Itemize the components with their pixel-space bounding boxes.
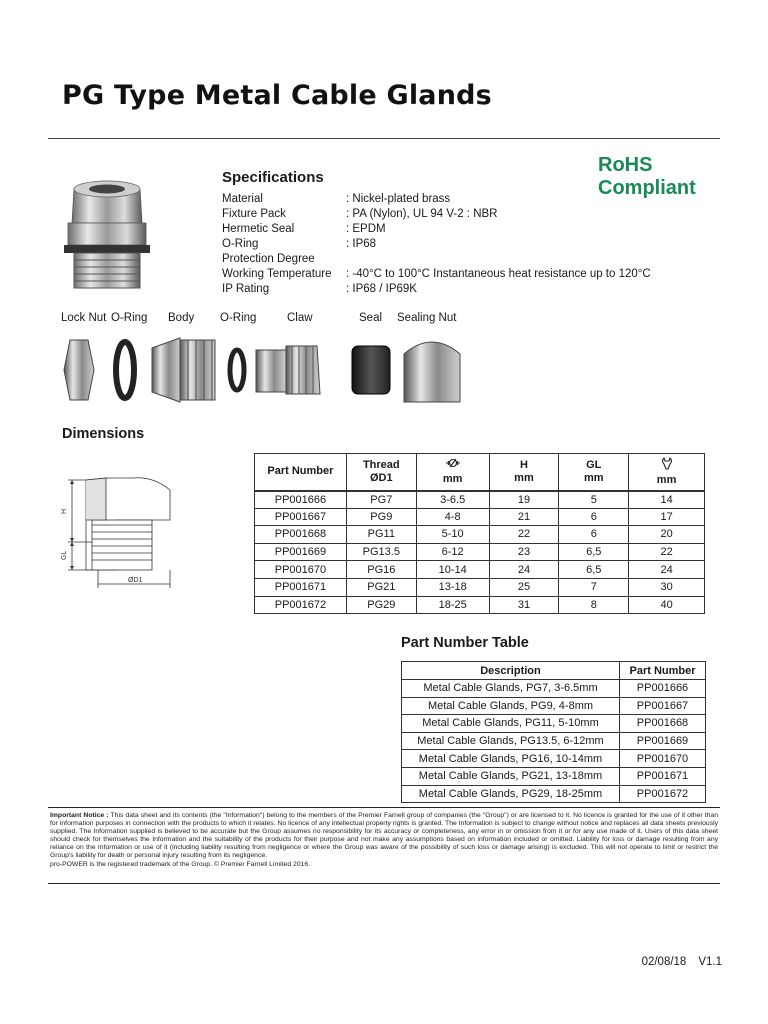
spec-row — [222, 282, 651, 297]
footer-date: 02/08/18 — [641, 956, 687, 968]
lock-nut-part — [64, 340, 94, 400]
column-header-description: Description — [402, 662, 620, 680]
spec-value: : Nickel-plated brass — [346, 193, 451, 205]
title-divider — [48, 138, 720, 139]
specifications-list — [222, 192, 651, 297]
spec-row — [222, 207, 651, 222]
component-label: Body — [168, 312, 195, 324]
column-header-part-number: Part Number — [620, 662, 706, 680]
spec-value: : IP68 / IP69K — [346, 283, 417, 295]
gl-label: GL — [61, 550, 68, 560]
table-row: PP001671 PG21 13-18 25 7 30 — [255, 578, 705, 596]
component-label: Claw — [287, 312, 313, 324]
table-row: Metal Cable Glands, PG7, 3-6.5mm PP001666 — [402, 680, 706, 698]
body-part — [152, 338, 215, 402]
o-ring-part — [116, 342, 134, 398]
spec-label: Material — [222, 193, 263, 205]
clamping-range-icon — [445, 457, 461, 469]
column-header-thread: Thread ØD1 — [346, 454, 416, 491]
spec-row — [222, 192, 651, 207]
table-row: PP001670 PG16 10-14 24 6,5 24 — [255, 561, 705, 579]
table-row: PP001666 PG7 3-6.5 19 5 14 — [255, 491, 705, 509]
important-notice — [48, 807, 720, 884]
table-row: PP001672 PG29 18-25 31 8 40 — [255, 596, 705, 614]
spec-row — [222, 222, 651, 237]
rohs-compliant-badge — [598, 154, 696, 200]
table-row: Metal Cable Glands, PG13.5, 6-12mm PP001669 — [402, 732, 706, 750]
component-label: Sealing Nut — [397, 312, 457, 324]
spec-label: Fixture Pack — [222, 208, 286, 220]
table-header-row — [255, 454, 705, 491]
column-header-clamping-range: mm — [416, 454, 489, 491]
table-row: Metal Cable Glands, PG16, 10-14mm PP001670 — [402, 750, 706, 768]
spec-row — [222, 237, 651, 252]
component-label: Seal — [359, 312, 383, 324]
rohs-line: RoHS — [598, 154, 653, 176]
spec-label: Protection Degree — [222, 253, 315, 265]
dimensions-heading: Dimensions — [62, 426, 145, 442]
spec-label: Hermetic Seal — [222, 223, 295, 235]
table-row: Metal Cable Glands, PG29, 18-25mm PP001672 — [402, 785, 706, 803]
spec-value: : EPDM — [346, 223, 386, 235]
table-row: PP001668 PG11 5-10 22 6 20 — [255, 526, 705, 544]
component-label: O-Ring — [111, 312, 148, 324]
footer — [642, 956, 722, 968]
wrench-icon — [660, 457, 674, 470]
spec-value: : IP68 — [346, 238, 377, 250]
compliant-line: Compliant — [598, 177, 696, 199]
cable-gland-product-image — [52, 175, 162, 297]
column-header-gl: GL mm — [559, 454, 629, 491]
table-row: Metal Cable Glands, PG21, 13-18mm PP001671 — [402, 767, 706, 785]
notice-text: This data sheet and its contents (the "Information") belong to the members of the Premier Farnell group of companies (the "Group") or are licensed to it. No licence is granted for the use of it other than for information purposes in connection with the products to which it relates. No licence of any intellectual property rights is granted. The Information is subject to change without notice and replaces all data sheets previously supplied. The Information supplied is believed to be accurate but the Group assumes no responsibility for its accuracy or completeness, any error in or omission from it or for any use made of it. Users of this data sheet should check for themselves the Information and the suitability of the products for their purpose and not make any assumptions based on information included or omitted. Liability for loss or damage resulting from any reliance on the Information or use of it (including liability resulting from negligence or where the Group was aware of the possibility of such loss or damage arising) is excluded. This will not operate to limit or restrict the Group's liability for death or personal injury resulting from its negligence. — [50, 812, 718, 860]
column-header-h: H mm — [489, 454, 559, 491]
spec-label: IP Rating — [222, 283, 270, 295]
table-row: PP001669 PG13.5 6-12 23 6,5 22 — [255, 543, 705, 561]
dimension-drawing — [58, 470, 198, 596]
part-number-table — [401, 661, 706, 803]
d1-label: ØD1 — [128, 577, 143, 584]
table-row: Metal Cable Glands, PG11, 5-10mm PP001668 — [402, 715, 706, 733]
component-label: O-Ring — [220, 312, 257, 324]
spec-label: Working Temperature — [222, 268, 332, 280]
specifications-heading: Specifications — [222, 169, 324, 186]
spec-row — [222, 267, 651, 282]
footer-version: V1.1 — [698, 956, 722, 968]
table-row: Metal Cable Glands, PG9, 4-8mm PP001667 — [402, 697, 706, 715]
dimensions-table — [254, 453, 705, 614]
spec-row — [222, 252, 651, 267]
o-ring-2-part — [230, 350, 244, 390]
column-header-part-number: Part Number — [255, 454, 347, 491]
table-row: PP001667 PG9 4-8 21 6 17 — [255, 508, 705, 526]
table-header-row — [402, 662, 706, 680]
notice-label: Important Notice : — [50, 812, 109, 819]
claw-part — [256, 346, 320, 394]
column-header-wrench-size: mm — [629, 454, 705, 491]
spec-value: : -40°C to 100°C Instantaneous heat resistance up to 120°C — [346, 268, 651, 280]
page-title: PG Type Metal Cable Glands — [62, 80, 492, 111]
component-labels — [0, 312, 768, 328]
h-label: H — [61, 508, 68, 514]
spec-label: O-Ring — [222, 238, 259, 250]
seal-part — [352, 346, 390, 394]
component-label: Lock Nut — [61, 312, 107, 324]
exploded-components-image — [62, 330, 472, 410]
spec-value: : PA (Nylon), UL 94 V-2 : NBR — [346, 208, 498, 220]
sealing-nut-part — [404, 342, 460, 402]
trademark-text: pro-POWER is the registered trademark of the Group. © Premier Farnell Limited 2016. — [50, 860, 310, 868]
part-number-table-heading: Part Number Table — [401, 635, 529, 651]
